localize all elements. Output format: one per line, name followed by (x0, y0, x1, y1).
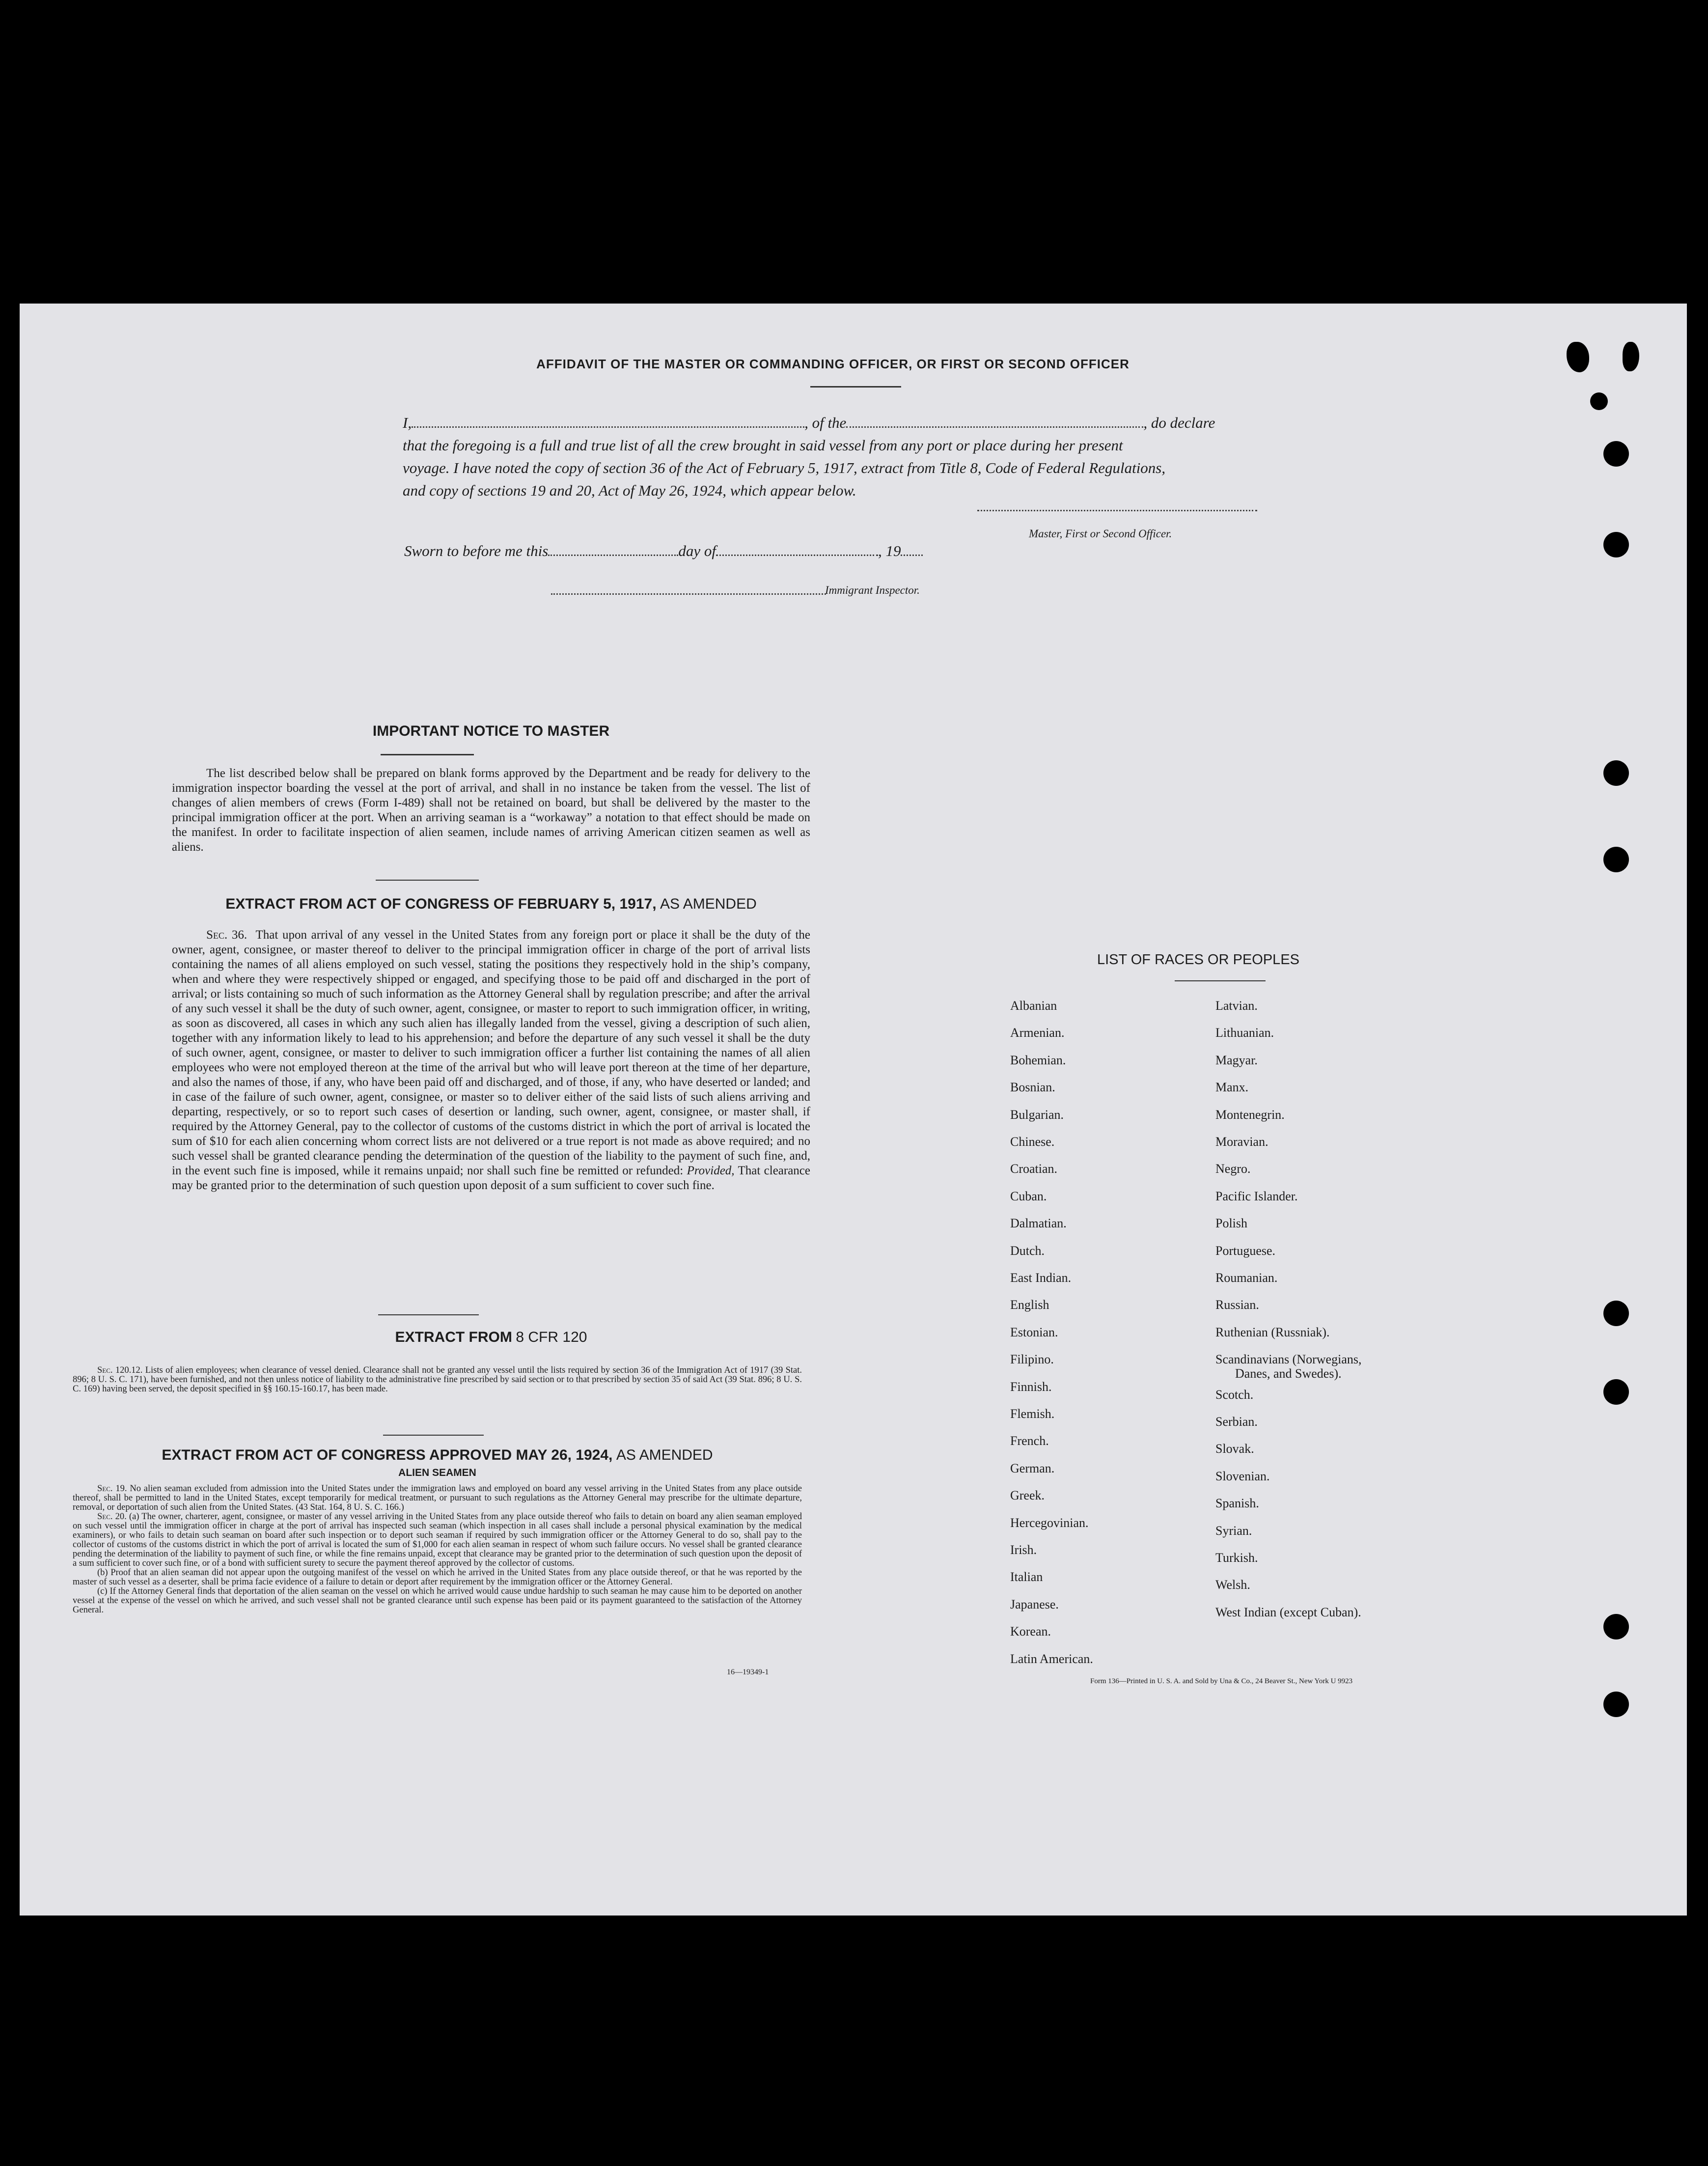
race-item: Bulgarian. (1010, 1108, 1064, 1122)
sec-120-text: Lists of alien employees; when clearance of vessel denied. Clearance shall not be granted any vessel until the lists required by section 36 of the Immigration Act of 1917 (39 Stat. 896; 8 U. S. C. 171), have been furnished, and not then unless notice of liability to the administrative fine prescribed by said section or to that prescribed by section 35 of said Act (39 Stat. 896; 8 U. S. C. 169) having been served, the deposit specified in §§ 160.15-160.17, has been made. (73, 1365, 802, 1394)
sworn-day-blank[interactable] (548, 551, 678, 556)
race-item: Manx. (1215, 1080, 1249, 1094)
race-item: Japanese. (1010, 1597, 1059, 1611)
race-item: English (1010, 1298, 1049, 1312)
race-item: Greek. (1010, 1488, 1045, 1502)
sec-20-label: Sec. 20. (97, 1512, 127, 1522)
races-rule (1175, 980, 1266, 981)
race-item: Croatian. (1010, 1162, 1058, 1176)
race-item: Polish (1215, 1216, 1248, 1230)
race-item: Irish. (1010, 1543, 1037, 1557)
alien-seamen-subheading: ALIEN SEAMEN (398, 1467, 476, 1478)
binder-hole (1603, 1379, 1629, 1405)
sworn-day-of: day of (678, 542, 716, 559)
extract-1917-end-rule (378, 1314, 479, 1315)
affidavit-i: I, (403, 414, 412, 431)
affidavit-line3: voyage. I have noted the copy of section 36 of the Act of February 5, 1917, extract from Title 8, Code of Federal Regulations, (403, 459, 1166, 476)
race-item: Cuban. (1010, 1189, 1047, 1203)
race-item: German. (1010, 1461, 1055, 1475)
race-item: Slovenian. (1215, 1469, 1270, 1483)
race-item: Latin American. (1010, 1652, 1093, 1666)
binder-hole (1603, 1301, 1629, 1326)
affidavit-rule (810, 386, 901, 388)
race-item: Russian. (1215, 1298, 1259, 1312)
cfr-heading-main: EXTRACT FROM (395, 1329, 512, 1345)
race-item: Armenian. (1010, 1026, 1065, 1040)
binder-hole (1603, 1692, 1629, 1717)
extract-1924-heading-main: EXTRACT FROM ACT OF CONGRESS APPROVED MAY 26, 1924, (162, 1447, 613, 1463)
sworn-month-blank[interactable] (716, 551, 878, 556)
sec-20a-text: (a) The owner, charterer, agent, consignee, or master of any vessel arriving in the United States from any place outside thereof who fails to detain on board any alien seaman employed on such vessel until the immigration officer in charge at the port of arrival has inspected such seaman (which inspection in all cases shall include a personal physical examination by the medical examiners), or who fails to detain such seaman on board after such inspection or to deport such seaman if required by such immigration officer or the Attorney General to do so, shall pay to the collector of customs of the customs district in which the port of arrival is located the sum of $1,000 for each alien seaman in respect of whom such failure occurs. No vessel shall be granted clearance pending the determination of the liability to payment of such fine, or while the fine remains unpaid, except that clearance may be granted prior to the determination of such question upon the deposit of a sum sufficient to cover such fine, or of a bond with sufficient surety to secure the payment thereof approved by the collector of customs. (73, 1512, 802, 1568)
affidavit-heading: AFFIDAVIT OF THE MASTER OR COMMANDING OFFICER, OR FIRST OR SECOND OFFICER (536, 357, 1129, 371)
race-item: Serbian. (1215, 1415, 1258, 1429)
name-blank[interactable] (412, 422, 804, 428)
extract-1924-text (73, 1484, 802, 1615)
sec-20c-text: (c) If the Attorney General finds that deportation of the alien seaman on the vessel on which he arrived would cause undue hardship to such seaman he may cause him to be deported on another vessel at the expense of the vessel on which he arrived, and such vessel shall not be granted clearance until such expense has been paid or its payment guaranteed to the satisfaction of the Attorney General. (73, 1586, 802, 1615)
cfr-end-rule (383, 1435, 484, 1436)
notice-rule (381, 754, 474, 755)
race-item: Roumanian. (1215, 1271, 1278, 1285)
affidavit-declare: , do declare (1143, 414, 1215, 431)
race-item: Welsh. (1215, 1578, 1250, 1592)
race-item: Estonian. (1010, 1325, 1058, 1339)
sworn-year: , 19 (878, 542, 901, 559)
race-item: Slovak. (1215, 1442, 1254, 1456)
race-item: West Indian (except Cuban). (1215, 1605, 1361, 1619)
binder-hole (1603, 441, 1629, 467)
inspector-label: Immigrant Inspector. (825, 584, 920, 596)
extract-1917-text (172, 928, 810, 1193)
cfr-text (73, 1366, 802, 1394)
sec-36-label: Sec. 36. (206, 928, 248, 942)
extract-1917-heading-amended: AS AMENDED (660, 896, 757, 912)
race-item: Dutch. (1010, 1244, 1045, 1258)
extract-1917-heading (152, 896, 830, 913)
binder-hole (1603, 532, 1629, 557)
notice-text (172, 766, 810, 855)
race-item: Negro. (1215, 1162, 1251, 1176)
race-item: Spanish. (1215, 1496, 1259, 1510)
race-item: Dalmatian. (1010, 1216, 1067, 1230)
sec-19-label: Sec. 19. (97, 1484, 127, 1494)
vessel-blank[interactable] (846, 422, 1143, 428)
notice-heading: IMPORTANT NOTICE TO MASTER (372, 723, 610, 739)
race-item: Portuguese. (1215, 1244, 1276, 1258)
binder-hole (1603, 847, 1629, 872)
race-item: French. (1010, 1434, 1049, 1448)
affidavit-body (403, 412, 1296, 502)
race-item-continued: Danes, and Swedes). (1235, 1366, 1342, 1381)
print-code: 16—19349-1 (727, 1668, 769, 1676)
cfr-heading (172, 1329, 810, 1346)
race-item: Turkish. (1215, 1551, 1258, 1565)
race-item: Korean. (1010, 1624, 1051, 1638)
binder-hole (1603, 1614, 1629, 1639)
race-item: Chinese. (1010, 1135, 1055, 1149)
race-item: Bosnian. (1010, 1080, 1055, 1094)
race-item: East Indian. (1010, 1271, 1072, 1285)
race-item: Albanian (1010, 999, 1057, 1013)
sworn-text: Sworn to before me this (404, 542, 549, 559)
race-item: Moravian. (1215, 1135, 1268, 1149)
binder-hole (1603, 760, 1629, 786)
extract-1924-heading (73, 1447, 802, 1464)
affidavit-line4: and copy of sections 19 and 20, Act of May 26, 1924, which appear below. (403, 482, 856, 499)
race-item: Scandinavians (Norwegians, (1215, 1352, 1362, 1366)
race-item: Pacific Islander. (1215, 1189, 1298, 1203)
race-item: Scotch. (1215, 1388, 1254, 1402)
inspector-signature-line[interactable] (551, 593, 826, 595)
binder-hole (1590, 392, 1608, 410)
sec-36-text-end: That clearance may be granted prior to the determination of such question upon deposit of a sum sufficient to cover such fine. (172, 1164, 811, 1192)
affidavit-of-the: , of the (804, 414, 847, 431)
extract-1924-heading-amended: AS AMENDED (616, 1447, 713, 1463)
race-item: Magyar. (1215, 1053, 1258, 1067)
extract-1917-heading-main: EXTRACT FROM ACT OF CONGRESS OF FEBRUARY 5, 1917, (225, 896, 657, 912)
sec-20b-text: (b) Proof that an alien seaman did not appear upon the outgoing manifest of the vessel on which he arrived in the United States from any place outside thereof, or that he was reported by the master of such vessel as a deserter, shall be prima facie evidence of a failure to detain or deport after requirement by the immigration officer or the Attorney General. (73, 1568, 802, 1587)
form-page (20, 304, 1687, 1916)
form-footer: Form 136—Printed in U. S. A. and Sold by Una & Co., 24 Beaver St., New York U 9923 (1090, 1677, 1353, 1685)
sec-19-text: No alien seaman excluded from admission into the United States under the immigration laws and employed on board any vessel arriving in the United States from any place outside thereof, shall be permitted to land in the United States, except temporarily for medical treatment, or pursuant to such regulations as the Attorney General may prescribe for the ultimate departure, removal, or deportation of such alien from the United States. (43 Stat. 164, 8 U. S. C. 166.) (73, 1484, 802, 1512)
notice-end-rule (376, 880, 479, 881)
race-item: Hercegovinian. (1010, 1516, 1089, 1530)
race-item: Lithuanian. (1215, 1026, 1274, 1040)
race-item: Ruthenian (Russniak). (1215, 1325, 1330, 1339)
sworn-line (404, 542, 923, 560)
race-item: Bohemian. (1010, 1053, 1066, 1067)
race-item: Italian (1010, 1570, 1043, 1584)
race-item: Filipino. (1010, 1352, 1054, 1366)
race-item: Montenegrin. (1215, 1108, 1285, 1122)
master-signature-line[interactable] (977, 510, 1257, 511)
affidavit-line2: that the foregoing is a full and true list of all the crew brought in said vessel from any port or place during her present (403, 437, 1123, 454)
race-item: Flemish. (1010, 1407, 1055, 1421)
cfr-heading-ref: 8 CFR 120 (516, 1329, 587, 1345)
provided-word: Provided, (687, 1164, 735, 1177)
master-label: Master, First or Second Officer. (1029, 528, 1172, 540)
race-item: Latvian. (1215, 999, 1258, 1013)
sec-120-label: Sec. 120.12. (97, 1365, 143, 1375)
sworn-year-blank[interactable] (901, 551, 923, 556)
sec-36-text: That upon arrival of any vessel in the United States from any foreign port or place it shall be the duty of the owner, agent, consignee, or master thereof to deliver to the principal immigration officer in charge of the port of arrival lists containing the names of all aliens employed on such vessel, stating the positions they respectively hold in the ship’s company, when and where they were respectively shipped or engaged, and specifying those to be paid off and discharged in the port of arrival; or lists containing so much of such information as the Attorney General shall by regulation prescribe; and after the arrival of any such vessel it shall be the duty of such owner, agent, consignee, or master to report to such immigration officer, in writing, as soon as discovered, all cases in which any such alien has illegally landed from the vessel, giving a description of such alien, together with any information likely to lead to his apprehension; and before the departure of any such vessel it shall be the duty of such owner, agent, consignee, or master to deliver to such immigration officer a further list containing the names of all alien employees who were not employed thereon at the time of the arrival but who will leave port thereon at the time of her departure, and also the names of those, if any, who have been paid off and discharged, and of those, if any, who have deserted or landed; and in case of the failure of such owner, agent, consignee, or master so to deliver either of the said lists of such aliens arriving and departing, respectively, or so to report such cases of desertion or landing, such owner, agent, consignee, or master shall, if required by the Attorney General, pay to the collector of customs of the customs district in which the port of arrival is located the sum of $10 for each alien concerning whom correct lists are not delivered or a true report is not made as above required; and no such vessel shall be granted clearance pending the determination of the question of the liability to the payment of such fine, and, in the event such fine is imposed, while it remains unpaid; nor shall such fine be remitted or refunded: (172, 928, 811, 1177)
notice-paragraph: The list described below shall be prepared on blank forms approved by the Department and be ready for delivery to the immigration inspector boarding the vessel at the port of arrival, and shall in no instance be taken from the vessel. The list of changes of alien members of crews (Form I-489) shall not be retained on board, but shall be delivered by the master to the principal immigration officer at the port. When an arriving seaman is a “workaway” a notation to that effect should be made on the manifest. In order to facilitate inspection of alien seamen, include names of arriving American citizen seamen as well as aliens. (172, 767, 810, 854)
races-heading: LIST OF RACES OR PEOPLES (1097, 952, 1300, 968)
race-item: Syrian. (1215, 1524, 1252, 1538)
race-item: Finnish. (1010, 1380, 1052, 1394)
